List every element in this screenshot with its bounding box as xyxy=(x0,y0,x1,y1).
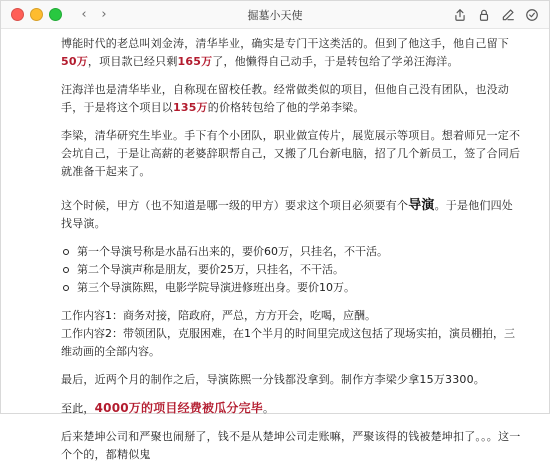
paragraph-1-text-b: ，项目款已经只剩 xyxy=(87,55,178,68)
lock-icon[interactable] xyxy=(477,8,491,22)
paragraph-4-text-a: 这个时候，甲方（也不知道是哪一级的甲方）要求这个项目必须要有个 xyxy=(61,199,409,212)
paragraph-7-text: 后来楚坤公司和严聚也闹掰了，钱不是从楚坤公司走账嘛，严聚该得的钱被楚坤扣了。。。这一个个的，都精似鬼 xyxy=(61,430,521,461)
paragraph-7 xyxy=(61,428,521,464)
zoom-window-button[interactable] xyxy=(49,8,62,21)
navigation-buttons xyxy=(78,7,110,22)
edit-icon[interactable] xyxy=(501,8,515,22)
paragraph-3 xyxy=(61,127,521,181)
paragraph-1 xyxy=(61,35,521,71)
work-line xyxy=(61,325,521,361)
window-controls xyxy=(11,7,110,22)
money-highlight-165w: 165万 xyxy=(177,55,213,68)
titlebar xyxy=(1,1,549,29)
paragraph-1-text-c: 了，他懒得自己动手，于是转包给了学弟汪海洋。 xyxy=(212,55,459,68)
article-content xyxy=(1,29,549,461)
paragraph-6-text-b: 。 xyxy=(263,402,275,415)
paragraph-1-text-a: 博能时代的老总叫刘金涛，清华毕业，确实是专门干这类活的。但到了他这手，他自己留下 xyxy=(61,37,509,50)
work-line xyxy=(61,307,521,325)
close-window-button[interactable] xyxy=(11,8,24,21)
director-list-item xyxy=(61,261,521,279)
budget-split-highlight: 4000万的项目经费被瓜分完毕 xyxy=(94,401,264,415)
paragraph-2-text-a: 汪海洋也是清华毕业，自称现在留校任教。经常做类似的项目，但他自己没有团队，也没动手，于是将这个项目以 xyxy=(61,83,509,114)
paragraph-6 xyxy=(61,399,521,418)
work-content xyxy=(61,307,521,361)
director-item-text: 第二个导演声称是朋友，要价25万，只挂名，不干活。 xyxy=(77,263,344,276)
toolbar-right xyxy=(453,8,539,22)
director-highlight: 导演 xyxy=(408,198,435,213)
paragraph-2-text-b: 的价格转包给了他的学弟李梁。 xyxy=(207,101,365,114)
paragraph-4 xyxy=(61,197,521,233)
paragraph-5 xyxy=(61,371,521,389)
director-list-item xyxy=(61,243,521,261)
paragraph-4-text-b: 。于是他们四处找导演。 xyxy=(61,199,514,230)
paragraph-3-text: 李梁，清华研究生毕业。手下有个小团队，职业做宣传片，展览展示等项目。想着师兄一定不会坑自己，于是让高薪的老婆辞职帮自己，又搬了几台新电脑，招了几个新员工，签了合同后就准备干起来了。 xyxy=(61,129,521,178)
director-list xyxy=(61,243,521,297)
check-icon[interactable] xyxy=(525,8,539,22)
window-title: 掘墓小天使 xyxy=(247,9,303,22)
forward-button[interactable]: › xyxy=(101,7,107,22)
share-icon[interactable] xyxy=(453,8,467,22)
paragraph-5-text: 最后，近两个月的制作之后，导演陈熙一分钱都没拿到。制作方李梁少拿15万3300。 xyxy=(61,373,485,386)
paragraph-2 xyxy=(61,81,521,117)
minimize-window-button[interactable] xyxy=(30,8,43,21)
money-highlight-135w: 135万 xyxy=(173,101,208,114)
paragraph-6-text-a: 至此， xyxy=(61,402,95,415)
director-item-text: 第一个导演号称是水晶石出来的，要价60万，只挂名，不干活。 xyxy=(77,245,388,258)
money-highlight-50w: 50万 xyxy=(61,55,88,68)
work-line-text: 工作内容1：商务对接，陪政府，严总，方方开会，吃喝，应酬。 xyxy=(61,309,376,322)
director-list-item xyxy=(61,279,521,297)
back-button[interactable]: ‹ xyxy=(81,7,87,22)
director-item-text: 第三个导演陈熙，电影学院导演进修班出身。要价10万。 xyxy=(77,281,355,294)
work-line-text: 工作内容2：带领团队，克服困难，在1个半月的时间里完成这包括了现场实拍，演员棚拍，三维动画的全部内容。 xyxy=(61,327,515,358)
